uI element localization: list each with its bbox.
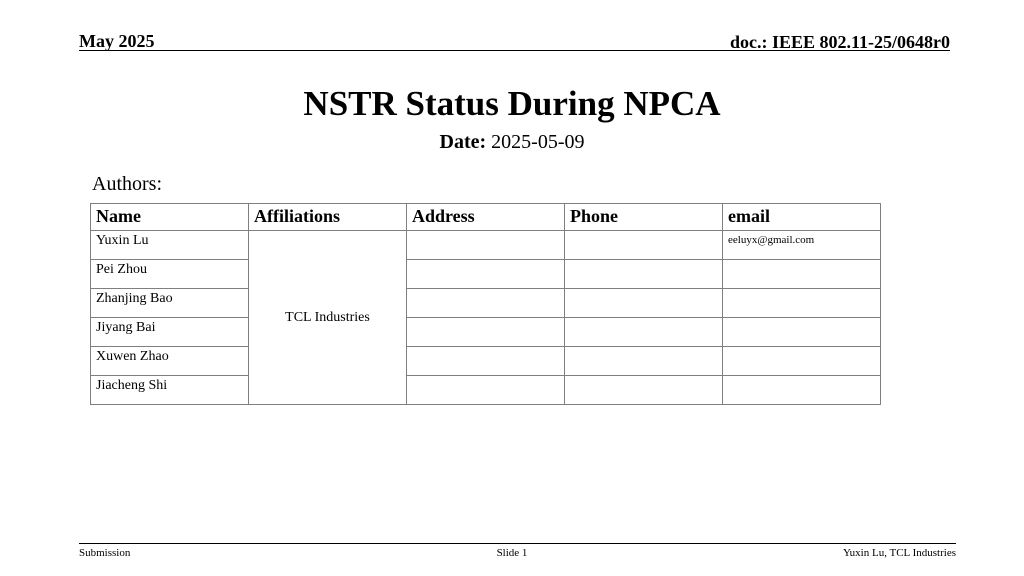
col-header-email: email [723, 204, 881, 231]
author-name: Jiyang Bai [91, 318, 249, 347]
author-phone [565, 347, 723, 376]
footer-slide-number: Slide 1 [496, 547, 528, 559]
author-email: eeluyx@gmail.com [723, 231, 881, 260]
author-email [723, 376, 881, 405]
table-row [91, 260, 881, 289]
col-header-affiliations: Affiliations [249, 204, 407, 231]
author-name: Jiacheng Shi [91, 376, 249, 405]
author-phone [565, 260, 723, 289]
table-row [91, 289, 881, 318]
date-value: 2025-05-09 [486, 131, 585, 153]
footer-author: Yuxin Lu, TCL Industries [842, 547, 956, 559]
table-row [91, 376, 881, 405]
author-email [723, 260, 881, 289]
table-row [91, 231, 881, 260]
col-header-address: Address [407, 204, 565, 231]
author-phone [565, 289, 723, 318]
header-date: May 2025 [79, 31, 155, 51]
table-header-row [91, 204, 881, 231]
date-line [0, 130, 1024, 154]
author-address [407, 376, 565, 405]
author-phone [565, 376, 723, 405]
col-header-name: Name [91, 204, 249, 231]
author-email [723, 318, 881, 347]
table-row [91, 318, 881, 347]
author-email [723, 347, 881, 376]
authors-table [90, 203, 881, 405]
author-phone [565, 231, 723, 260]
footer-submission: Submission [79, 547, 131, 559]
author-address [407, 231, 565, 260]
author-address [407, 318, 565, 347]
author-affiliation: TCL Industries [249, 231, 407, 405]
footer-rule [79, 543, 956, 544]
author-name: Yuxin Lu [91, 231, 249, 260]
header-doc-id: doc.: IEEE 802.11-25/0648r0 [729, 32, 950, 52]
author-phone [565, 318, 723, 347]
author-name: Pei Zhou [91, 260, 249, 289]
table-row [91, 347, 881, 376]
header-rule [79, 50, 950, 51]
author-address [407, 289, 565, 318]
date-label: Date: [439, 131, 487, 153]
author-name: Xuwen Zhao [91, 347, 249, 376]
author-email [723, 289, 881, 318]
author-address [407, 260, 565, 289]
authors-label: Authors: [92, 173, 162, 195]
col-header-phone: Phone [565, 204, 723, 231]
author-address [407, 347, 565, 376]
slide-title: NSTR Status During NPCA [303, 84, 721, 123]
author-name: Zhanjing Bao [91, 289, 249, 318]
